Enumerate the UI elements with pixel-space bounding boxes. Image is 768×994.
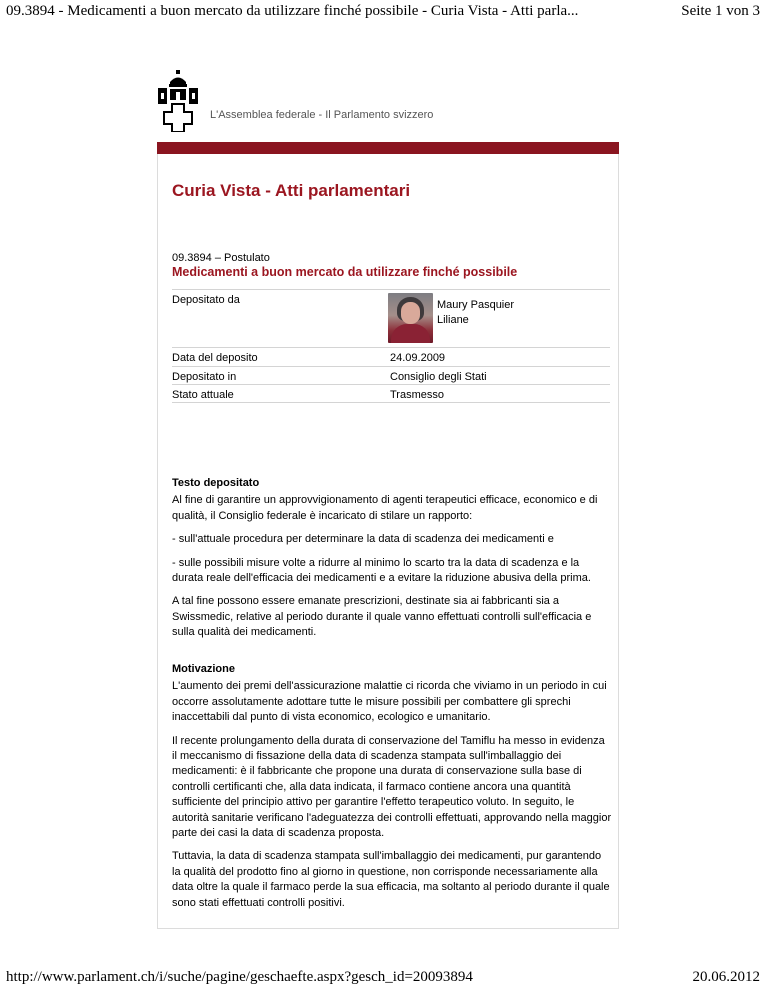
author-name-last[interactable]: Liliane: [437, 314, 469, 326]
print-page-number: Seite 1 von 3: [681, 3, 760, 19]
motivation-heading: Motivazione: [172, 663, 235, 675]
paragraph: Tuttavia, la data di scadenza stampata sull'imballaggio dei medicamenti, pur garantendo la qualità del prodotto fino al giorno in questione, non corrisponde necessariamente alla data oltre la quale il farmaco perde la sua efficacia, ma soltanto al periodo durante il quale sono stati effettuati controlli positivi.: [172, 850, 610, 909]
info-row-date: [172, 347, 610, 366]
author-photo: [388, 293, 433, 343]
paragraph: Il recente prolungamento della durata di conservazione del Tamiflu ha messo in evidenza il meccanismo di fissazione della data di scadenza stampata sull'imballaggio dei medicamenti: è il fabbricante che propone una durata di conservazione sulla base di controlli certificanti che, alla data indicata, il farmaco contiene ancora una quantità sufficiente del principio attivo per garantire l'effetto terapeutico voluto. In seguito, le autorità sanitarie verificano l'adeguatezza dei controlli effettuati, approvando nella maggior parte dei casi la data di scadenza proposta.: [172, 734, 612, 840]
affair-title: Medicamenti a buon mercato da utilizzare finché possibile: [172, 265, 518, 279]
submitted-text-heading: Testo depositato: [172, 477, 260, 489]
header-color-bar: [157, 142, 619, 154]
affair-reference: 09.3894 – Postulato: [172, 252, 270, 264]
print-header: [0, 0, 768, 24]
status-label: Stato attuale: [172, 389, 234, 401]
page-title: Curia Vista - Atti parlamentari: [172, 181, 411, 200]
paragraph: Al fine di garantire un approvvigionamento di agenti terapeutici efficace, economico e di qualità, il Consiglio federale è incaricato di stilare un rapporto:: [172, 494, 598, 522]
info-row-filed-by: [172, 289, 610, 347]
print-url: http://www.parlament.ch/i/suche/pagine/geschaefte.aspx?gesch_id=20093894: [6, 969, 473, 985]
council-value: Consiglio degli Stati: [390, 371, 487, 383]
council-label: Depositato in: [172, 371, 237, 383]
info-row-status: [172, 384, 610, 403]
status-value: Trasmesso: [390, 389, 444, 401]
author-name[interactable]: [437, 298, 514, 328]
affair-info-table: [172, 289, 610, 403]
paragraph: - sulle possibili misure volte a ridurre al minimo lo scarto tra la data di scadenza e la durata reale dell'efficacia dei medicamenti e a evitare la riduzione abusiva della prima.: [172, 556, 591, 585]
motivation-section: [172, 662, 612, 919]
paragraph: A tal fine possono essere emanate prescrizioni, destinate sia ai fabbricanti sia a Swissmedic, relative al periodo durante il quale vanno effettuati controlli sull'efficacia e sulla qualità dei medicamenti.: [172, 595, 592, 639]
parliament-logo: [158, 70, 198, 132]
print-footer: [0, 969, 768, 991]
paragraph: L'aumento dei premi dell'assicurazione malattie ci ricorda che viviamo in un periodo in cui occorre assolutamente adottare tutte le misure possibili per combattere gli sprechi inaccettabili dal punto di vista economico, ecologico e umanitario.: [172, 680, 607, 724]
print-page-title: 09.3894 - Medicamenti a buon mercato da utilizzare finché possibile - Curia Vista - Atti parla...: [6, 3, 579, 19]
print-date: 20.06.2012: [692, 969, 760, 985]
info-row-council: [172, 366, 610, 384]
organization-name: L'Assemblea federale - Il Parlamento svizzero: [210, 109, 434, 121]
author-name-first[interactable]: Maury Pasquier: [437, 299, 515, 311]
filed-by-label: Depositato da: [172, 294, 240, 306]
paragraph: - sull'attuale procedura per determinare la data di scadenza dei medicamenti e: [172, 533, 554, 546]
submitted-text-section: [172, 476, 612, 649]
date-label: Data del deposito: [172, 352, 258, 364]
date-value: 24.09.2009: [390, 352, 446, 364]
